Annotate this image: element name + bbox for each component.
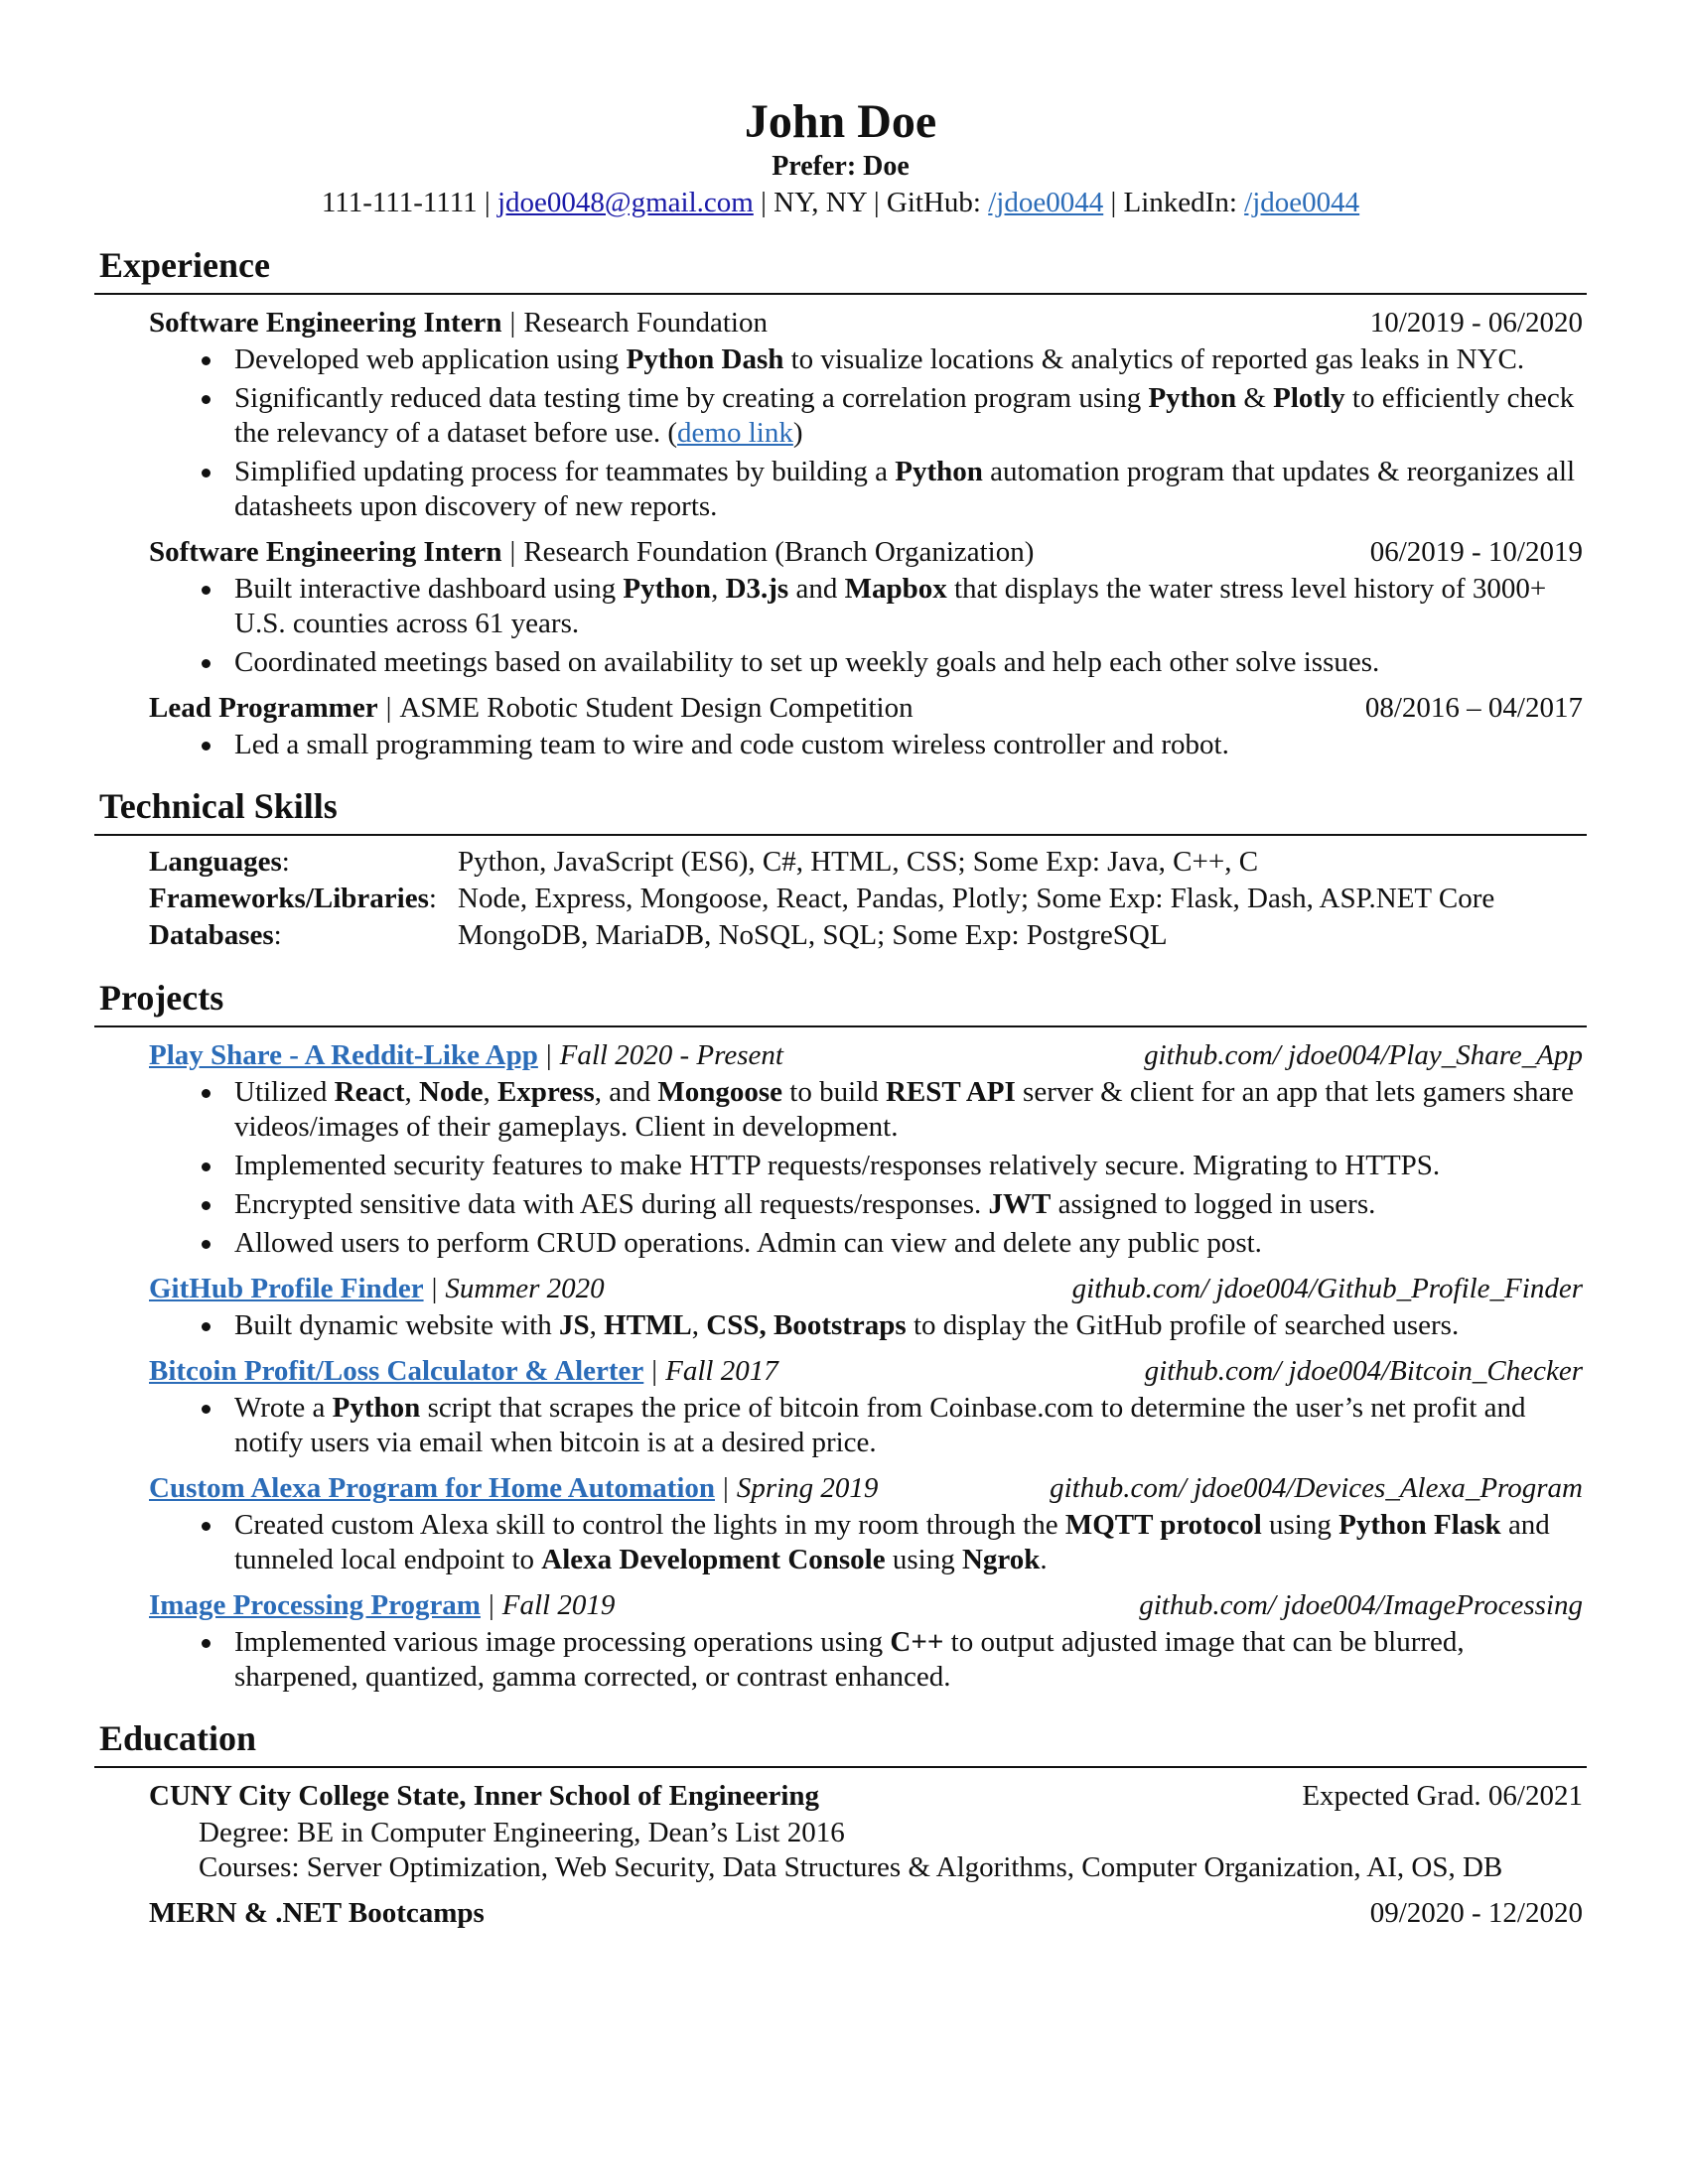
date-range: Expected Grad. 06/2021 [1302, 1780, 1583, 1812]
text: , and [594, 1076, 658, 1108]
bullet-list [149, 1308, 1587, 1343]
skill-values: MongoDB, MariaDB, NoSQL, SQL; Some Exp: PostgreSQL [458, 919, 1168, 951]
bullet-list [149, 1075, 1587, 1261]
skill-label: Frameworks/Libraries: [149, 883, 437, 914]
bullet-item [234, 1187, 1587, 1222]
repo-path: github.com/ jdoe004/Github_Profile_Finder [1071, 1273, 1583, 1304]
date-range: 08/2016 – 04/2017 [1364, 692, 1583, 724]
bold-text: JS [559, 1309, 590, 1341]
bullet-list [149, 572, 1587, 680]
text: to efficiently check the relevancy of a dataset before use. ( [234, 382, 1575, 449]
text: , [483, 1076, 497, 1108]
bold-text: React [334, 1076, 405, 1108]
text: Utilized [234, 1076, 335, 1108]
text: that displays the water stress level history of 3000+ U.S. counties across 61 years. [234, 573, 1547, 639]
text: Simplified updating process for teammates by building a [234, 456, 896, 487]
project-term: Fall 2019 [501, 1589, 616, 1621]
project-header [149, 1035, 1587, 1075]
education-detail: Degree: BE in Computer Engineering, Dean’s List 2016 [199, 1817, 845, 1848]
separator: | [651, 1355, 658, 1387]
text: Created custom Alexa skill to control the lights in my room through the [234, 1509, 1065, 1541]
job-title: Lead Programmer [149, 692, 378, 724]
bold-text: Python Flask [1338, 1509, 1501, 1541]
text: script that scrapes the price of bitcoin from Coinbase.com to determine the user’s net profit and notify users via email when bitcoin is at a desired price. [234, 1392, 1526, 1458]
job-title: Software Engineering Intern [149, 536, 502, 568]
bullet-list [149, 1508, 1587, 1577]
bold-text: Plotly [1273, 382, 1345, 414]
section-title: Experience [99, 245, 270, 285]
separator: | [1110, 187, 1117, 218]
separator: | [385, 692, 392, 724]
project-term: Fall 2017 [665, 1355, 778, 1387]
text: to visualize locations & analytics of reported gas leaks in NYC. [783, 343, 1525, 375]
text: Wrote a [234, 1392, 333, 1424]
linkedin-link[interactable]: /jdoe0044 [1244, 187, 1360, 218]
github-label: GitHub: [886, 187, 981, 218]
demo-link[interactable]: demo link [677, 417, 793, 449]
project-title-link[interactable]: Image Processing Program [149, 1589, 481, 1621]
text: Encrypted sensitive data with AES during all requests/responses. [234, 1188, 989, 1220]
skill-row [149, 917, 1587, 954]
phone: 111-111-1111 [321, 187, 478, 218]
skill-values: Node, Express, Mongoose, React, Pandas, Plotly; Some Exp: Flask, Dash, ASP.NET Core [458, 883, 1495, 914]
project-term: Summer 2020 [445, 1273, 605, 1304]
text: using [1261, 1509, 1339, 1541]
entry-header [149, 688, 1587, 728]
bullet-item [234, 1226, 1587, 1261]
text: Developed web application using [234, 343, 627, 375]
project-entry [94, 1585, 1587, 1695]
email-link[interactable]: jdoe0048@gmail.com [496, 187, 754, 218]
text: , [404, 1076, 420, 1108]
section-title: Technical Skills [99, 786, 338, 826]
education-entry [94, 1893, 1587, 1933]
bold-text: Mongoose [657, 1076, 783, 1108]
resume-header [94, 94, 1587, 221]
entry-header [149, 532, 1587, 572]
education-section [94, 1716, 1587, 1933]
education-header [149, 1893, 1587, 1933]
separator: | [723, 1472, 729, 1504]
skill-category: Languages [149, 846, 282, 878]
text: and tunneled local endpoint to [234, 1509, 1550, 1575]
skill-label: Languages: [149, 846, 290, 878]
github-link[interactable]: /jdoe0044 [988, 187, 1104, 218]
date-range: 09/2020 - 12/2020 [1369, 1897, 1583, 1929]
preferred-name: Prefer: Doe [772, 151, 910, 182]
organization: ASME Robotic Student Design Competition [399, 692, 914, 724]
section-divider [94, 293, 1587, 295]
education-detail: Courses: Server Optimization, Web Security, Data Structures & Algorithms, Computer Organization, AI, OS, DB [199, 1851, 1503, 1883]
text: . [1040, 1544, 1048, 1575]
text: , [589, 1309, 605, 1341]
skills-section [94, 784, 1587, 954]
project-entry [94, 1269, 1587, 1343]
section-title: Education [99, 1718, 257, 1758]
skill-values: Python, JavaScript (ES6), C#, HTML, CSS; Some Exp: Java, C++, C [458, 846, 1259, 878]
project-header [149, 1585, 1587, 1625]
project-header [149, 1351, 1587, 1391]
education-header [149, 1776, 1587, 1816]
separator: | [509, 307, 516, 339]
bold-text: Python [623, 573, 712, 605]
school-name: MERN & .NET Bootcamps [149, 1897, 485, 1929]
skill-row [149, 844, 1587, 881]
location: NY, NY [774, 187, 867, 218]
contact-line [94, 184, 1587, 221]
text: Built interactive dashboard using [234, 573, 624, 605]
text: Implemented security features to make HTTP requests/responses relatively secure. Migrating to HTTPS. [234, 1150, 1441, 1181]
school-name: CUNY City College State, Inner School of Engineering [149, 1780, 820, 1812]
bullet-item [234, 572, 1587, 641]
text: automation program that updates & reorganizes all datasheets upon discovery of new reports. [234, 456, 1576, 522]
bullet-item [234, 342, 1587, 377]
section-title: Projects [99, 978, 224, 1018]
date-range: 06/2019 - 10/2019 [1369, 536, 1583, 568]
project-term: Fall 2020 - Present [559, 1039, 783, 1071]
project-term: Spring 2019 [736, 1472, 879, 1504]
project-title-link[interactable]: Custom Alexa Program for Home Automation [149, 1472, 716, 1504]
education-entry [94, 1776, 1587, 1885]
separator: | [488, 1589, 494, 1621]
bullet-list [149, 342, 1587, 524]
bullet-list [149, 728, 1587, 762]
text: to build [782, 1076, 886, 1108]
bullet-item [234, 381, 1587, 451]
bullet-item [234, 645, 1587, 680]
bold-text: Python [895, 456, 983, 487]
project-header [149, 1269, 1587, 1308]
organization: Research Foundation (Branch Organization) [523, 536, 1035, 568]
project-title-link[interactable]: Play Share - A Reddit-Like App [149, 1039, 538, 1071]
bold-text: MQTT protocol [1064, 1509, 1262, 1541]
text: Allowed users to perform CRUD operations. Admin can view and delete any public post. [234, 1227, 1262, 1259]
organization: Research Foundation [523, 307, 768, 339]
text: using [885, 1544, 962, 1575]
separator: | [761, 187, 767, 218]
section-divider [94, 1025, 1587, 1027]
bullet-item [234, 1508, 1587, 1577]
bold-text: REST API [885, 1076, 1016, 1108]
date-range: 10/2019 - 06/2020 [1369, 307, 1583, 339]
repo-path: github.com/ jdoe004/Play_Share_App [1144, 1039, 1583, 1071]
bullet-item [234, 1308, 1587, 1343]
bold-text: Node [419, 1076, 484, 1108]
bullet-item [234, 1625, 1587, 1695]
experience-entry [94, 688, 1587, 762]
experience-entry [94, 532, 1587, 680]
text: assigned to logged in users. [1051, 1188, 1376, 1220]
bullet-item [234, 1149, 1587, 1183]
project-entry [94, 1468, 1587, 1577]
text: and [788, 573, 845, 605]
bold-text: HTML [604, 1309, 692, 1341]
project-title-link[interactable]: GitHub Profile Finder [149, 1273, 424, 1304]
bold-text: Express [496, 1076, 595, 1108]
bullet-item [234, 455, 1587, 524]
bold-text: Python [332, 1392, 421, 1424]
section-divider [94, 834, 1587, 836]
text: to output adjusted image that can be blurred, sharpened, quantized, gamma corrected, or contrast enhanced. [234, 1626, 1465, 1693]
skill-row [149, 881, 1587, 917]
text: Led a small programming team to wire and code custom wireless controller and robot. [234, 729, 1229, 760]
bold-text: CSS, Bootstraps [706, 1309, 907, 1341]
text: , [691, 1309, 707, 1341]
separator: | [873, 187, 880, 218]
section-divider [94, 1766, 1587, 1768]
bold-text: Ngrok [961, 1544, 1041, 1575]
experience-entry [94, 303, 1587, 524]
bold-text: Python [1148, 382, 1237, 414]
bullet-item [234, 1075, 1587, 1145]
bold-text: D3.js [725, 573, 789, 605]
job-title: Software Engineering Intern [149, 307, 502, 339]
text: ) [792, 417, 803, 449]
text: & [1236, 382, 1274, 414]
skill-category: Databases [149, 919, 274, 951]
project-header [149, 1468, 1587, 1508]
bullet-item [234, 1391, 1587, 1460]
text: server & client for an app that lets gamers share videos/images of their gameplays. Client in development. [234, 1076, 1574, 1143]
skill-category: Frameworks/Libraries [149, 883, 429, 914]
bullet-list [149, 1391, 1587, 1460]
bold-text: Mapbox [844, 573, 947, 605]
separator: | [431, 1273, 438, 1304]
bold-text: Alexa Development Console [541, 1544, 886, 1575]
resume-page [94, 94, 1587, 1933]
bullet-item [234, 728, 1587, 762]
project-title-link[interactable]: Bitcoin Profit/Loss Calculator & Alerter [149, 1355, 644, 1387]
full-name: John Doe [744, 95, 937, 148]
text: Built dynamic website with [234, 1309, 560, 1341]
bold-text: Python Dash [626, 343, 784, 375]
project-entry [94, 1035, 1587, 1261]
repo-path: github.com/ jdoe004/Devices_Alexa_Program [1050, 1472, 1583, 1504]
text: Implemented various image processing operations using [234, 1626, 891, 1658]
bold-text: JWT [988, 1188, 1052, 1220]
text: , [711, 573, 726, 605]
separator: | [545, 1039, 552, 1071]
bold-text: C++ [890, 1626, 944, 1658]
separator: | [509, 536, 516, 568]
experience-section [94, 243, 1587, 762]
projects-section [94, 976, 1587, 1695]
text: Significantly reduced data testing time by creating a correlation program using [234, 382, 1149, 414]
separator: | [484, 187, 491, 218]
repo-path: github.com/ jdoe004/Bitcoin_Checker [1144, 1355, 1583, 1387]
repo-path: github.com/ jdoe004/ImageProcessing [1139, 1589, 1583, 1621]
linkedin-label: LinkedIn: [1123, 187, 1237, 218]
skill-label: Databases: [149, 919, 282, 951]
text: Coordinated meetings based on availability to set up weekly goals and help each other solve issues. [234, 646, 1380, 678]
bullet-list [149, 1625, 1587, 1695]
entry-header [149, 303, 1587, 342]
project-entry [94, 1351, 1587, 1460]
text: to display the GitHub profile of searched users. [906, 1309, 1460, 1341]
